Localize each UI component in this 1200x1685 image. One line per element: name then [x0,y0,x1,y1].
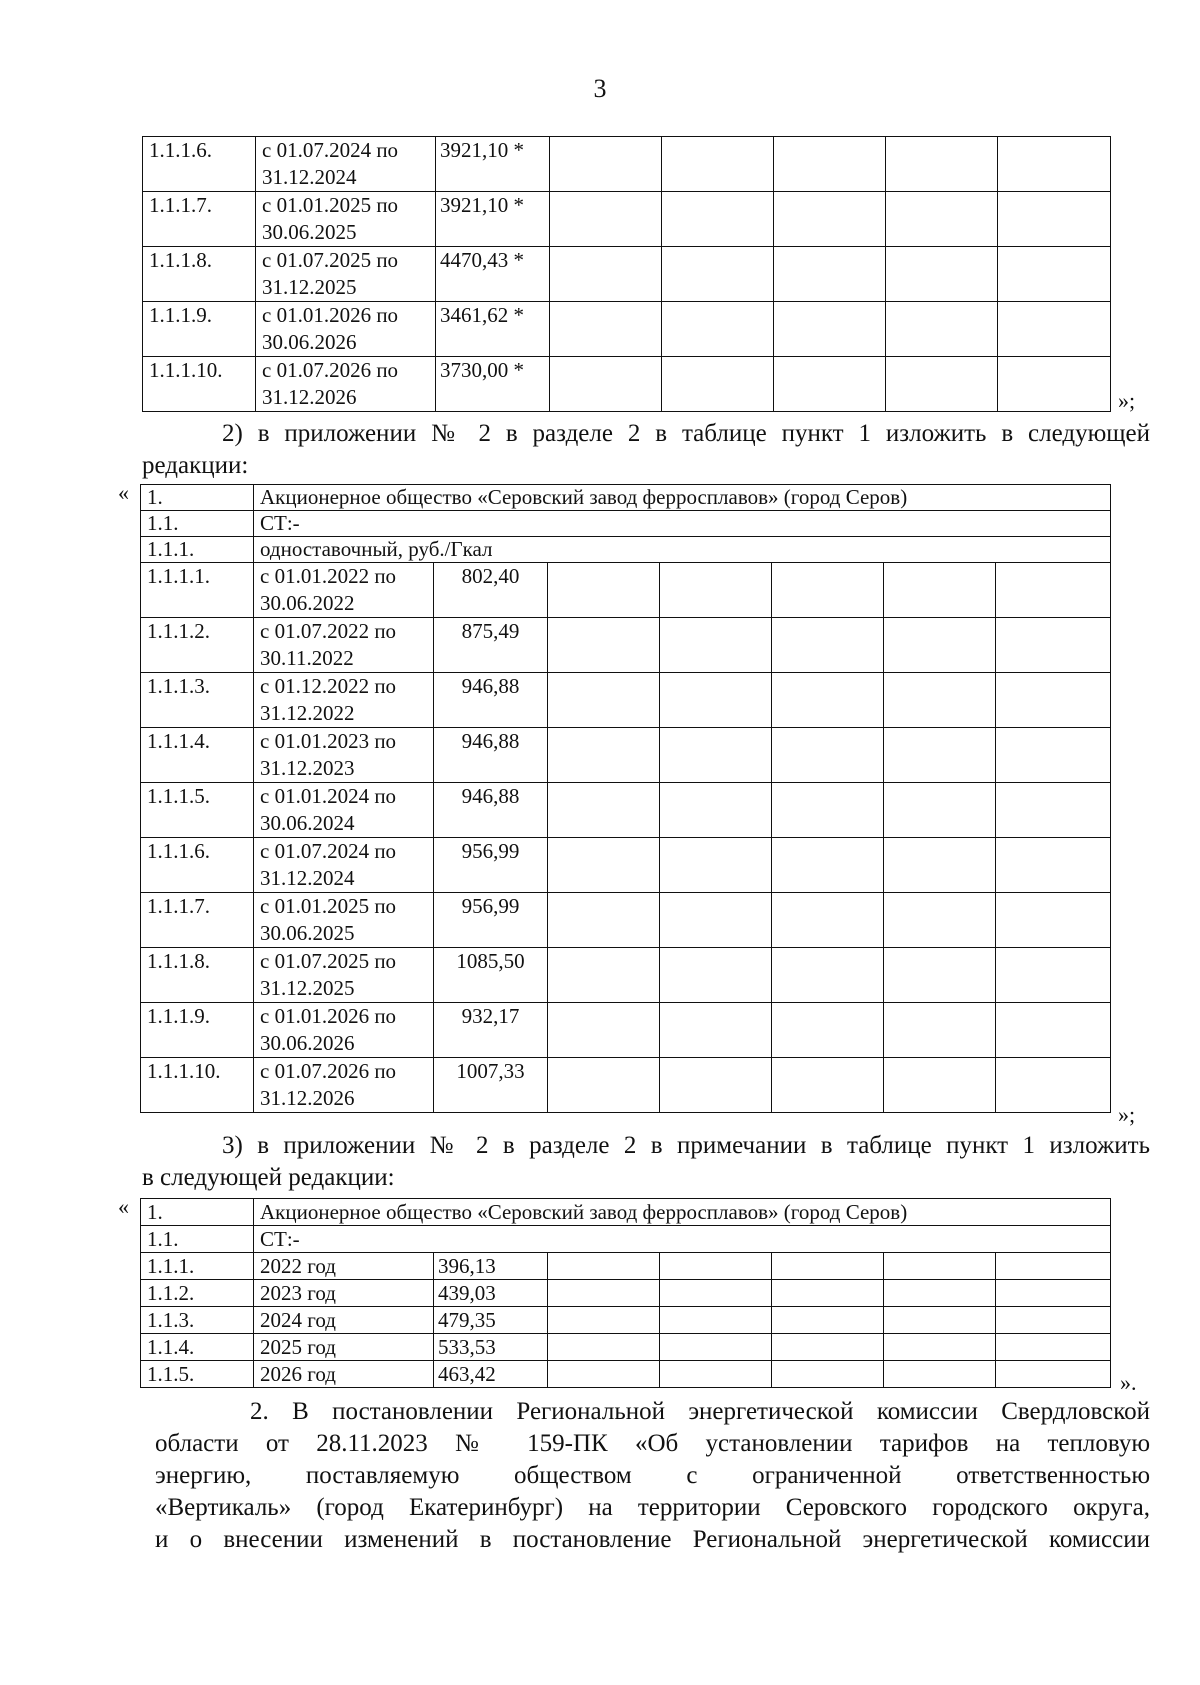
year-cell: 2026 год [254,1361,434,1388]
tariff-value: 956,99 [434,838,548,893]
empty-cell [884,1334,996,1361]
empty-cell [660,1334,772,1361]
empty-cell [660,1361,772,1388]
tariff-value: 1007,33 [434,1058,548,1113]
empty-cell [884,1361,996,1388]
table-row [141,783,1111,838]
empty-cell [660,893,772,948]
empty-cell [772,673,884,728]
empty-cell [662,137,774,192]
period-cell [254,728,434,783]
table-row [141,893,1111,948]
row-number: 1.1.2. [141,1280,254,1307]
period-line: 30.06.2025 [262,220,357,244]
period-line: 31.12.2025 [262,275,357,299]
empty-cell [774,247,886,302]
row-number: 1.1.1.5. [141,783,254,838]
table-header-row [141,537,1111,563]
empty-cell [884,1253,996,1280]
note-table-ferroalloy [140,1198,1111,1388]
table3-opening-quote: « [118,1194,129,1219]
period-cell [256,302,436,357]
empty-cell [662,302,774,357]
tariff-value: 946,88 [434,673,548,728]
period-cell [256,247,436,302]
empty-cell [996,893,1111,948]
empty-cell [772,618,884,673]
row-number: 1.1.1.9. [141,1003,254,1058]
period-line: 30.06.2022 [260,591,355,615]
table3-closing-quote: ». [1120,1370,1137,1395]
period-line: с 01.07.2024 по [262,138,399,162]
empty-cell [996,1307,1111,1334]
period-line: с 01.01.2025 по [260,894,397,918]
row-text: СТ:- [254,1226,1111,1253]
empty-cell [550,247,662,302]
empty-cell [886,192,998,247]
tariff-value: 4470,43 * [436,247,550,302]
paragraph-3-line1: 3) в приложении № 2 в разделе 2 в примечании в таблице пункт 1 изложить [222,1132,1150,1159]
empty-cell [886,137,998,192]
empty-cell [884,1307,996,1334]
tariff-value: 3921,10 * [436,137,550,192]
row-text: Акционерное общество «Серовский завод ферросплавов» (город Серов) [254,1199,1111,1226]
empty-cell [660,783,772,838]
row-number: 1.1.1.10. [141,1058,254,1113]
period-line: с 01.07.2024 по [260,839,397,863]
row-number: 1.1.1. [141,537,254,563]
empty-cell [660,1307,772,1334]
table-header-row [141,1199,1111,1226]
empty-cell [550,302,662,357]
empty-cell [548,783,660,838]
table-row [141,673,1111,728]
period-line: 30.06.2026 [262,330,357,354]
empty-cell [660,673,772,728]
empty-cell [996,728,1111,783]
empty-cell [996,783,1111,838]
period-line: 31.12.2022 [260,701,355,725]
table-row [141,1058,1111,1113]
table2-opening-quote: « [118,480,129,505]
period-line: с 01.01.2022 по [260,564,397,588]
empty-cell [660,1058,772,1113]
note-value: 463,42 [434,1361,548,1388]
period-line: с 01.01.2026 по [260,1004,397,1028]
empty-cell [996,1334,1111,1361]
row-number: 1.1.5. [141,1361,254,1388]
row-number: 1.1.1.4. [141,728,254,783]
empty-cell [996,563,1111,618]
tariff-value: 946,88 [434,783,548,838]
period-line: с 01.07.2025 по [262,248,399,272]
section-2-line2: области от 28.11.2023 № 159-ПК «Об установлении тарифов на тепловую [155,1430,1150,1457]
period-cell [254,838,434,893]
table-row [143,302,1111,357]
tariff-table-ferroalloy [140,484,1111,1113]
tariff-value: 802,40 [434,563,548,618]
empty-cell [772,838,884,893]
empty-cell [548,1058,660,1113]
empty-cell [998,247,1111,302]
empty-cell [996,673,1111,728]
empty-cell [996,1361,1111,1388]
tariff-value: 1085,50 [434,948,548,1003]
empty-cell [996,1280,1111,1307]
tariff-value: 3461,62 * [436,302,550,357]
table-header-row [141,1226,1111,1253]
period-line: с 01.07.2026 по [262,358,399,382]
period-cell [254,1058,434,1113]
empty-cell [998,357,1111,412]
row-text: СТ:- [254,511,1111,537]
table-header-row [141,511,1111,537]
tariff-table-continuation [142,136,1111,412]
period-line: 31.12.2024 [260,866,355,890]
empty-cell [548,1280,660,1307]
year-cell: 2024 год [254,1307,434,1334]
year-cell: 2022 год [254,1253,434,1280]
empty-cell [996,1058,1111,1113]
empty-cell [774,302,886,357]
table-row [141,563,1111,618]
row-number: 1.1.1.7. [141,893,254,948]
empty-cell [884,838,996,893]
table-row [141,1280,1111,1307]
table-row [141,728,1111,783]
tariff-value: 3921,10 * [436,192,550,247]
empty-cell [772,1361,884,1388]
empty-cell [772,728,884,783]
note-value: 396,13 [434,1253,548,1280]
empty-cell [660,948,772,1003]
period-line: с 01.01.2024 по [260,784,397,808]
empty-cell [772,1003,884,1058]
table1-closing-quote: »; [1118,388,1136,413]
row-number: 1.1.1.1. [141,563,254,618]
empty-cell [886,302,998,357]
empty-cell [774,357,886,412]
empty-cell [884,893,996,948]
period-line: 30.06.2024 [260,811,355,835]
table-row [143,192,1111,247]
empty-cell [772,893,884,948]
empty-cell [660,1280,772,1307]
empty-cell [772,1334,884,1361]
row-number: 1.1.1.9. [143,302,256,357]
row-number: 1.1.1.6. [141,838,254,893]
year-cell: 2025 год [254,1334,434,1361]
period-cell [254,1003,434,1058]
paragraph-2-line2: редакции: [142,452,249,479]
section-2-line5: и о внесении изменений в постановление Региональной энергетической комиссии [155,1526,1150,1553]
section-2-line1: 2. В постановлении Региональной энергетической комиссии Свердловской [250,1398,1150,1425]
empty-cell [886,247,998,302]
year-cell: 2023 год [254,1280,434,1307]
empty-cell [884,673,996,728]
empty-cell [548,1361,660,1388]
period-line: с 01.01.2025 по [262,193,399,217]
empty-cell [548,948,660,1003]
empty-cell [772,563,884,618]
period-line: 31.12.2026 [262,385,357,409]
tariff-value: 875,49 [434,618,548,673]
empty-cell [884,783,996,838]
table-row [141,1334,1111,1361]
period-line: с 01.07.2026 по [260,1059,397,1083]
period-line: с 01.07.2025 по [260,949,397,973]
period-line: с 01.12.2022 по [260,674,397,698]
empty-cell [996,948,1111,1003]
empty-cell [662,247,774,302]
empty-cell [660,563,772,618]
period-line: 31.12.2023 [260,756,355,780]
empty-cell [660,618,772,673]
tariff-value: 956,99 [434,893,548,948]
empty-cell [884,618,996,673]
empty-cell [548,673,660,728]
table-row [141,1253,1111,1280]
period-line: 31.12.2024 [262,165,357,189]
period-cell [254,563,434,618]
row-number: 1.1.1.7. [143,192,256,247]
period-cell [254,948,434,1003]
row-text: Акционерное общество «Серовский завод ферросплавов» (город Серов) [254,485,1111,511]
empty-cell [998,302,1111,357]
empty-cell [774,192,886,247]
note-value: 479,35 [434,1307,548,1334]
table-row [141,948,1111,1003]
empty-cell [660,1003,772,1058]
row-text: одноставочный, руб./Гкал [254,537,1111,563]
row-number: 1. [141,485,254,511]
empty-cell [772,1307,884,1334]
table-row [141,1003,1111,1058]
empty-cell [772,948,884,1003]
empty-cell [884,1003,996,1058]
row-number: 1.1.1.8. [141,948,254,1003]
empty-cell [884,728,996,783]
table-row [141,1361,1111,1388]
period-line: с 01.01.2026 по [262,303,399,327]
empty-cell [886,357,998,412]
period-line: 30.11.2022 [260,646,354,670]
table-row [143,357,1111,412]
row-number: 1.1.1. [141,1253,254,1280]
empty-cell [548,618,660,673]
empty-cell [550,192,662,247]
empty-cell [660,838,772,893]
page-number: 3 [593,74,607,103]
empty-cell [548,1003,660,1058]
period-cell [254,783,434,838]
row-number: 1.1.1.8. [143,247,256,302]
empty-cell [996,838,1111,893]
empty-cell [662,357,774,412]
row-number: 1.1.1.10. [143,357,256,412]
empty-cell [662,192,774,247]
empty-cell [550,137,662,192]
empty-cell [772,1058,884,1113]
row-number: 1.1. [141,511,254,537]
period-line: 30.06.2025 [260,921,355,945]
row-number: 1.1. [141,1226,254,1253]
row-number: 1. [141,1199,254,1226]
empty-cell [884,563,996,618]
empty-cell [996,1253,1111,1280]
empty-cell [548,1307,660,1334]
period-cell [256,192,436,247]
table-row [141,618,1111,673]
period-line: 30.06.2026 [260,1031,355,1055]
empty-cell [996,618,1111,673]
table-row [141,1307,1111,1334]
row-number: 1.1.3. [141,1307,254,1334]
empty-cell [998,137,1111,192]
empty-cell [660,728,772,783]
period-line: 31.12.2025 [260,976,355,1000]
empty-cell [772,783,884,838]
table-row [141,838,1111,893]
empty-cell [548,1334,660,1361]
section-2-line3: энергию, поставляемую обществом с ограниченной ответственностью [155,1462,1150,1489]
period-cell [254,618,434,673]
note-value: 533,53 [434,1334,548,1361]
note-value: 439,03 [434,1280,548,1307]
empty-cell [884,948,996,1003]
row-number: 1.1.1.2. [141,618,254,673]
empty-cell [548,893,660,948]
tariff-value: 3730,00 * [436,357,550,412]
period-line: с 01.07.2022 по [260,619,397,643]
empty-cell [884,1058,996,1113]
empty-cell [548,728,660,783]
empty-cell [660,1253,772,1280]
paragraph-3-line2: в следующей редакции: [142,1164,395,1191]
empty-cell [548,563,660,618]
period-cell [254,673,434,728]
period-cell [254,893,434,948]
period-cell [256,357,436,412]
empty-cell [550,357,662,412]
tariff-value: 946,88 [434,728,548,783]
section-2-line4: «Вертикаль» (город Екатеринбург) на территории Серовского городского округа, [155,1494,1150,1521]
period-line: с 01.01.2023 по [260,729,397,753]
empty-cell [548,1253,660,1280]
table-row [143,137,1111,192]
paragraph-2-line1: 2) в приложении № 2 в разделе 2 в таблице пункт 1 изложить в следующей [222,420,1150,447]
empty-cell [548,838,660,893]
empty-cell [774,137,886,192]
row-number: 1.1.4. [141,1334,254,1361]
period-line: 31.12.2026 [260,1086,355,1110]
empty-cell [884,1280,996,1307]
row-number: 1.1.1.3. [141,673,254,728]
empty-cell [998,192,1111,247]
table-header-row [141,485,1111,511]
table-row [143,247,1111,302]
tariff-value: 932,17 [434,1003,548,1058]
empty-cell [772,1253,884,1280]
period-cell [256,137,436,192]
table2-closing-quote: »; [1118,1102,1136,1127]
empty-cell [996,1003,1111,1058]
empty-cell [772,1280,884,1307]
row-number: 1.1.1.6. [143,137,256,192]
